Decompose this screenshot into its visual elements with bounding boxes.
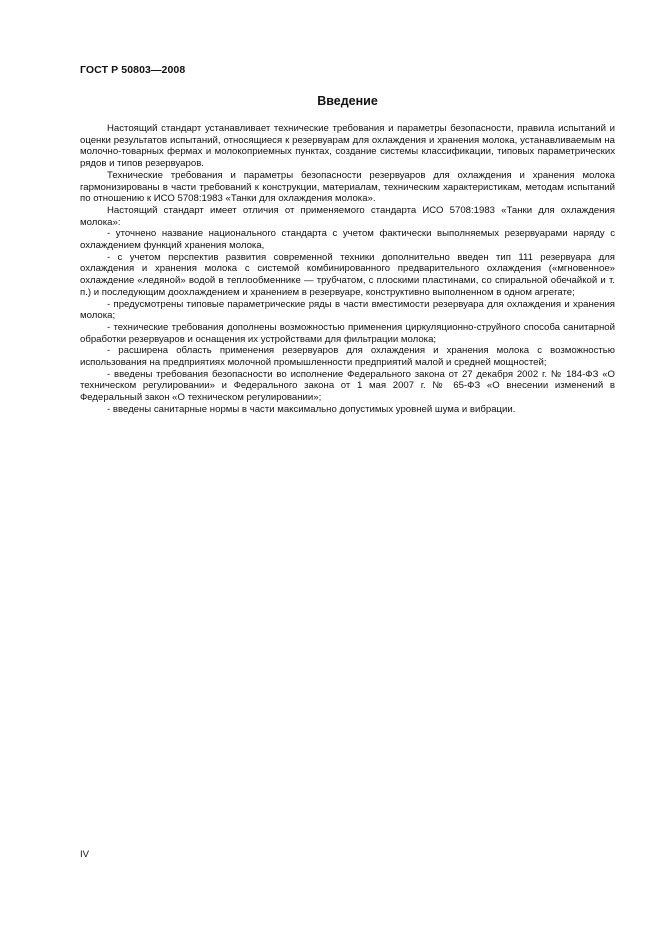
paragraph-differences-intro: Настоящий стандарт имеет отличия от применяемого стандарта ИСО 5708:1983 «Танки для охлаждения молока»: <box>80 204 615 228</box>
list-item-safety-requirements: - введены требования безопасности во исполнение Федерального закона от 27 декабря 2002 г. № 184-ФЗ «О техническом регулировании» и Федерального закона от 1 мая 2007 г. № 65-ФЗ «О внесении изменений в Федеральный закон «О техническом регулировании»; <box>80 368 615 404</box>
section-title: Введение <box>317 94 378 108</box>
introduction-body <box>80 123 615 416</box>
list-item-parametric-series: - предусмотрены типовые параметрические ряды в части вместимости резервуара для охлаждения и хранения молока; <box>80 298 615 322</box>
list-item-application-area: - расширена область применения резервуаров для охлаждения и хранения молока с возможностью использования на предприятиях молочной промышленности предприятий малой и средней мощностей; <box>80 345 615 369</box>
list-item-cip-cleaning: - технические требования дополнены возможностью применения циркуляционно-струйного способа санитарной обработки резервуаров и оснащения их устройствами для фильтрации молока; <box>80 321 615 345</box>
paragraph-scope: Настоящий стандарт устанавливает технические требования и параметры безопасности, правила испытаний и оценки результатов испытаний, относящиеся к резервуарам для охлаждения и хранения молока, устанавливаемым на молочно-товарных фермах и молокоприемных пунктах, создание системы классификации, типовых параметрических рядов и типов резервуаров. <box>80 123 615 170</box>
document-code-header: ГОСТ Р 50803—2008 <box>80 64 186 76</box>
list-item-title-clarified: - уточнено название национального стандарта с учетом фактически выполняемых резервуарами наряду с охлаждением функций хранения молока, <box>80 228 615 252</box>
page-number: IV <box>80 849 90 860</box>
list-item-sanitary-norms: - введены санитарные нормы в части максимально допустимых уровней шума и вибрации. <box>107 403 516 415</box>
paragraph-harmonization: Технические требования и параметры безопасности резервуаров для охлаждения и хранения молока гармонизированы в части требований к конструкции, материалам, техническим характеристикам, методам испытаний по отношению к ИСО 5708:1983 «Танки для охлаждения молока». <box>80 169 615 205</box>
list-item-type-111: - с учетом перспектив развития современной техники дополнительно введен тип 111 резервуара для охлаждения и хранения молока с системой комбинированного предварительного охлаждения («мгновенное» охлаждение «ледяной» водой в теплообменнике — трубчатом, с плоскими пластинами, со спиральной обечайкой и т. п.) и последующим доохлаждением и хранением в резервуаре, конструктивно выполненном в одном агрегате; <box>80 251 615 298</box>
